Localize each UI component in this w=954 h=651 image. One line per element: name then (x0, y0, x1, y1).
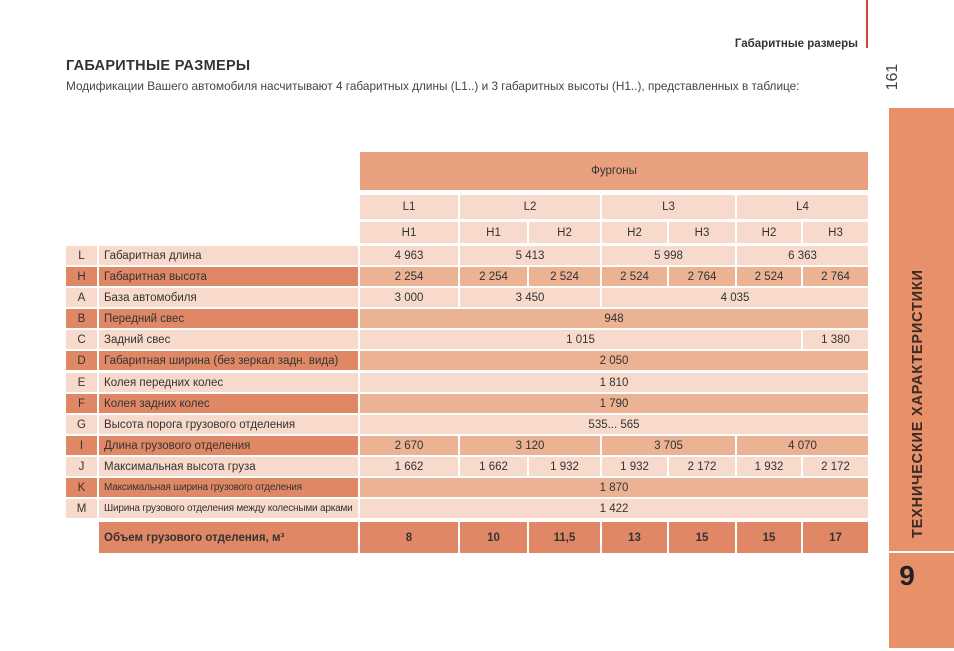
row-label: Габаритная длина (99, 246, 358, 265)
value-cell: 1 932 (529, 457, 600, 476)
volume-cell: 10 (460, 522, 527, 553)
row-code: M (66, 499, 97, 518)
value-cell: 3 705 (602, 436, 735, 455)
length-header: L3 (602, 195, 735, 219)
row-code: D (66, 351, 97, 370)
row-label: Передний свес (99, 309, 358, 328)
row-code: H (66, 267, 97, 286)
volume-cell: 13 (602, 522, 667, 553)
value-cell: 4 035 (602, 288, 868, 307)
value-cell: 1 790 (360, 394, 868, 413)
running-title: Габаритные размеры (734, 38, 858, 50)
value-cell: 1 380 (803, 330, 868, 349)
value-cell: 5 413 (460, 246, 600, 265)
value-cell: 2 050 (360, 351, 868, 370)
value-cell: 6 363 (737, 246, 868, 265)
height-header: H1 (460, 222, 527, 243)
length-header: L4 (737, 195, 868, 219)
row-code: L (66, 246, 97, 265)
row-label: Задний свес (99, 330, 358, 349)
value-cell: 2 764 (669, 267, 735, 286)
row-code: J (66, 457, 97, 476)
row-label: Максимальная ширина грузового отделения (99, 478, 358, 497)
row-label: Максимальная высота груза (99, 457, 358, 476)
row-label: Ширина грузового отделения между колесными арками (99, 499, 358, 518)
value-cell: 535... 565 (360, 415, 868, 434)
row-code: C (66, 330, 97, 349)
value-cell: 2 764 (803, 267, 868, 286)
row-code: K (66, 478, 97, 497)
tab-divider (889, 551, 954, 553)
volume-cell: 11,5 (529, 522, 600, 553)
page-title: ГАБАРИТНЫЕ РАЗМЕРЫ (66, 58, 251, 74)
value-cell: 5 998 (602, 246, 735, 265)
value-cell: 2 172 (669, 457, 735, 476)
height-header: H3 (669, 222, 735, 243)
height-header: H2 (737, 222, 801, 243)
value-cell: 2 254 (460, 267, 527, 286)
row-code: F (66, 394, 97, 413)
section-label: ТЕХНИЧЕСКИЕ ХАРАКТЕРИСТИКИ (910, 269, 926, 538)
row-code: E (66, 373, 97, 392)
row-code: G (66, 415, 97, 434)
row-label: Колея передних колес (99, 373, 358, 392)
group-header: Фургоны (360, 152, 868, 190)
height-header: H1 (360, 222, 458, 243)
row-label: Колея задних колес (99, 394, 358, 413)
row-label: Длина грузового отделения (99, 436, 358, 455)
value-cell: 2 524 (602, 267, 667, 286)
volume-cell: 15 (669, 522, 735, 553)
value-cell: 1 015 (360, 330, 801, 349)
volume-cell: 8 (360, 522, 458, 553)
value-cell: 3 000 (360, 288, 458, 307)
volume-cell: 15 (737, 522, 801, 553)
value-cell: 1 870 (360, 478, 868, 497)
value-cell: 2 670 (360, 436, 458, 455)
intro-text: Модификации Вашего автомобиля насчитывают 4 габаритных длины (L1..) и 3 габаритных высоты (H1..), представленных в таблице: (66, 79, 800, 93)
row-label: Высота порога грузового отделения (99, 415, 358, 434)
height-header: H3 (803, 222, 868, 243)
length-header: L2 (460, 195, 600, 219)
value-cell: 1 932 (602, 457, 667, 476)
height-header: H2 (602, 222, 667, 243)
row-label: Габаритная высота (99, 267, 358, 286)
value-cell: 1 422 (360, 499, 868, 518)
value-cell: 4 070 (737, 436, 868, 455)
value-cell: 4 963 (360, 246, 458, 265)
value-cell: 1 662 (460, 457, 527, 476)
height-header: H2 (529, 222, 600, 243)
chapter-side-tab (889, 108, 954, 648)
value-cell: 1 662 (360, 457, 458, 476)
value-cell: 948 (360, 309, 868, 328)
volume-cell: 17 (803, 522, 868, 553)
row-code: I (66, 436, 97, 455)
row-code: B (66, 309, 97, 328)
volume-label: Объем грузового отделения, м³ (99, 522, 358, 553)
value-cell: 2 524 (529, 267, 600, 286)
value-cell: 1 932 (737, 457, 801, 476)
length-header: L1 (360, 195, 458, 219)
value-cell: 2 172 (803, 457, 868, 476)
row-label: База автомобиля (99, 288, 358, 307)
row-code: A (66, 288, 97, 307)
value-cell: 2 254 (360, 267, 458, 286)
header-rule (866, 0, 868, 48)
value-cell: 2 524 (737, 267, 801, 286)
value-cell: 1 810 (360, 373, 868, 392)
value-cell: 3 120 (460, 436, 600, 455)
chapter-number: 9 (899, 560, 915, 591)
page-number: 161 (884, 63, 901, 91)
row-label: Габаритная ширина (без зеркал задн. вида) (99, 351, 358, 370)
value-cell: 3 450 (460, 288, 600, 307)
